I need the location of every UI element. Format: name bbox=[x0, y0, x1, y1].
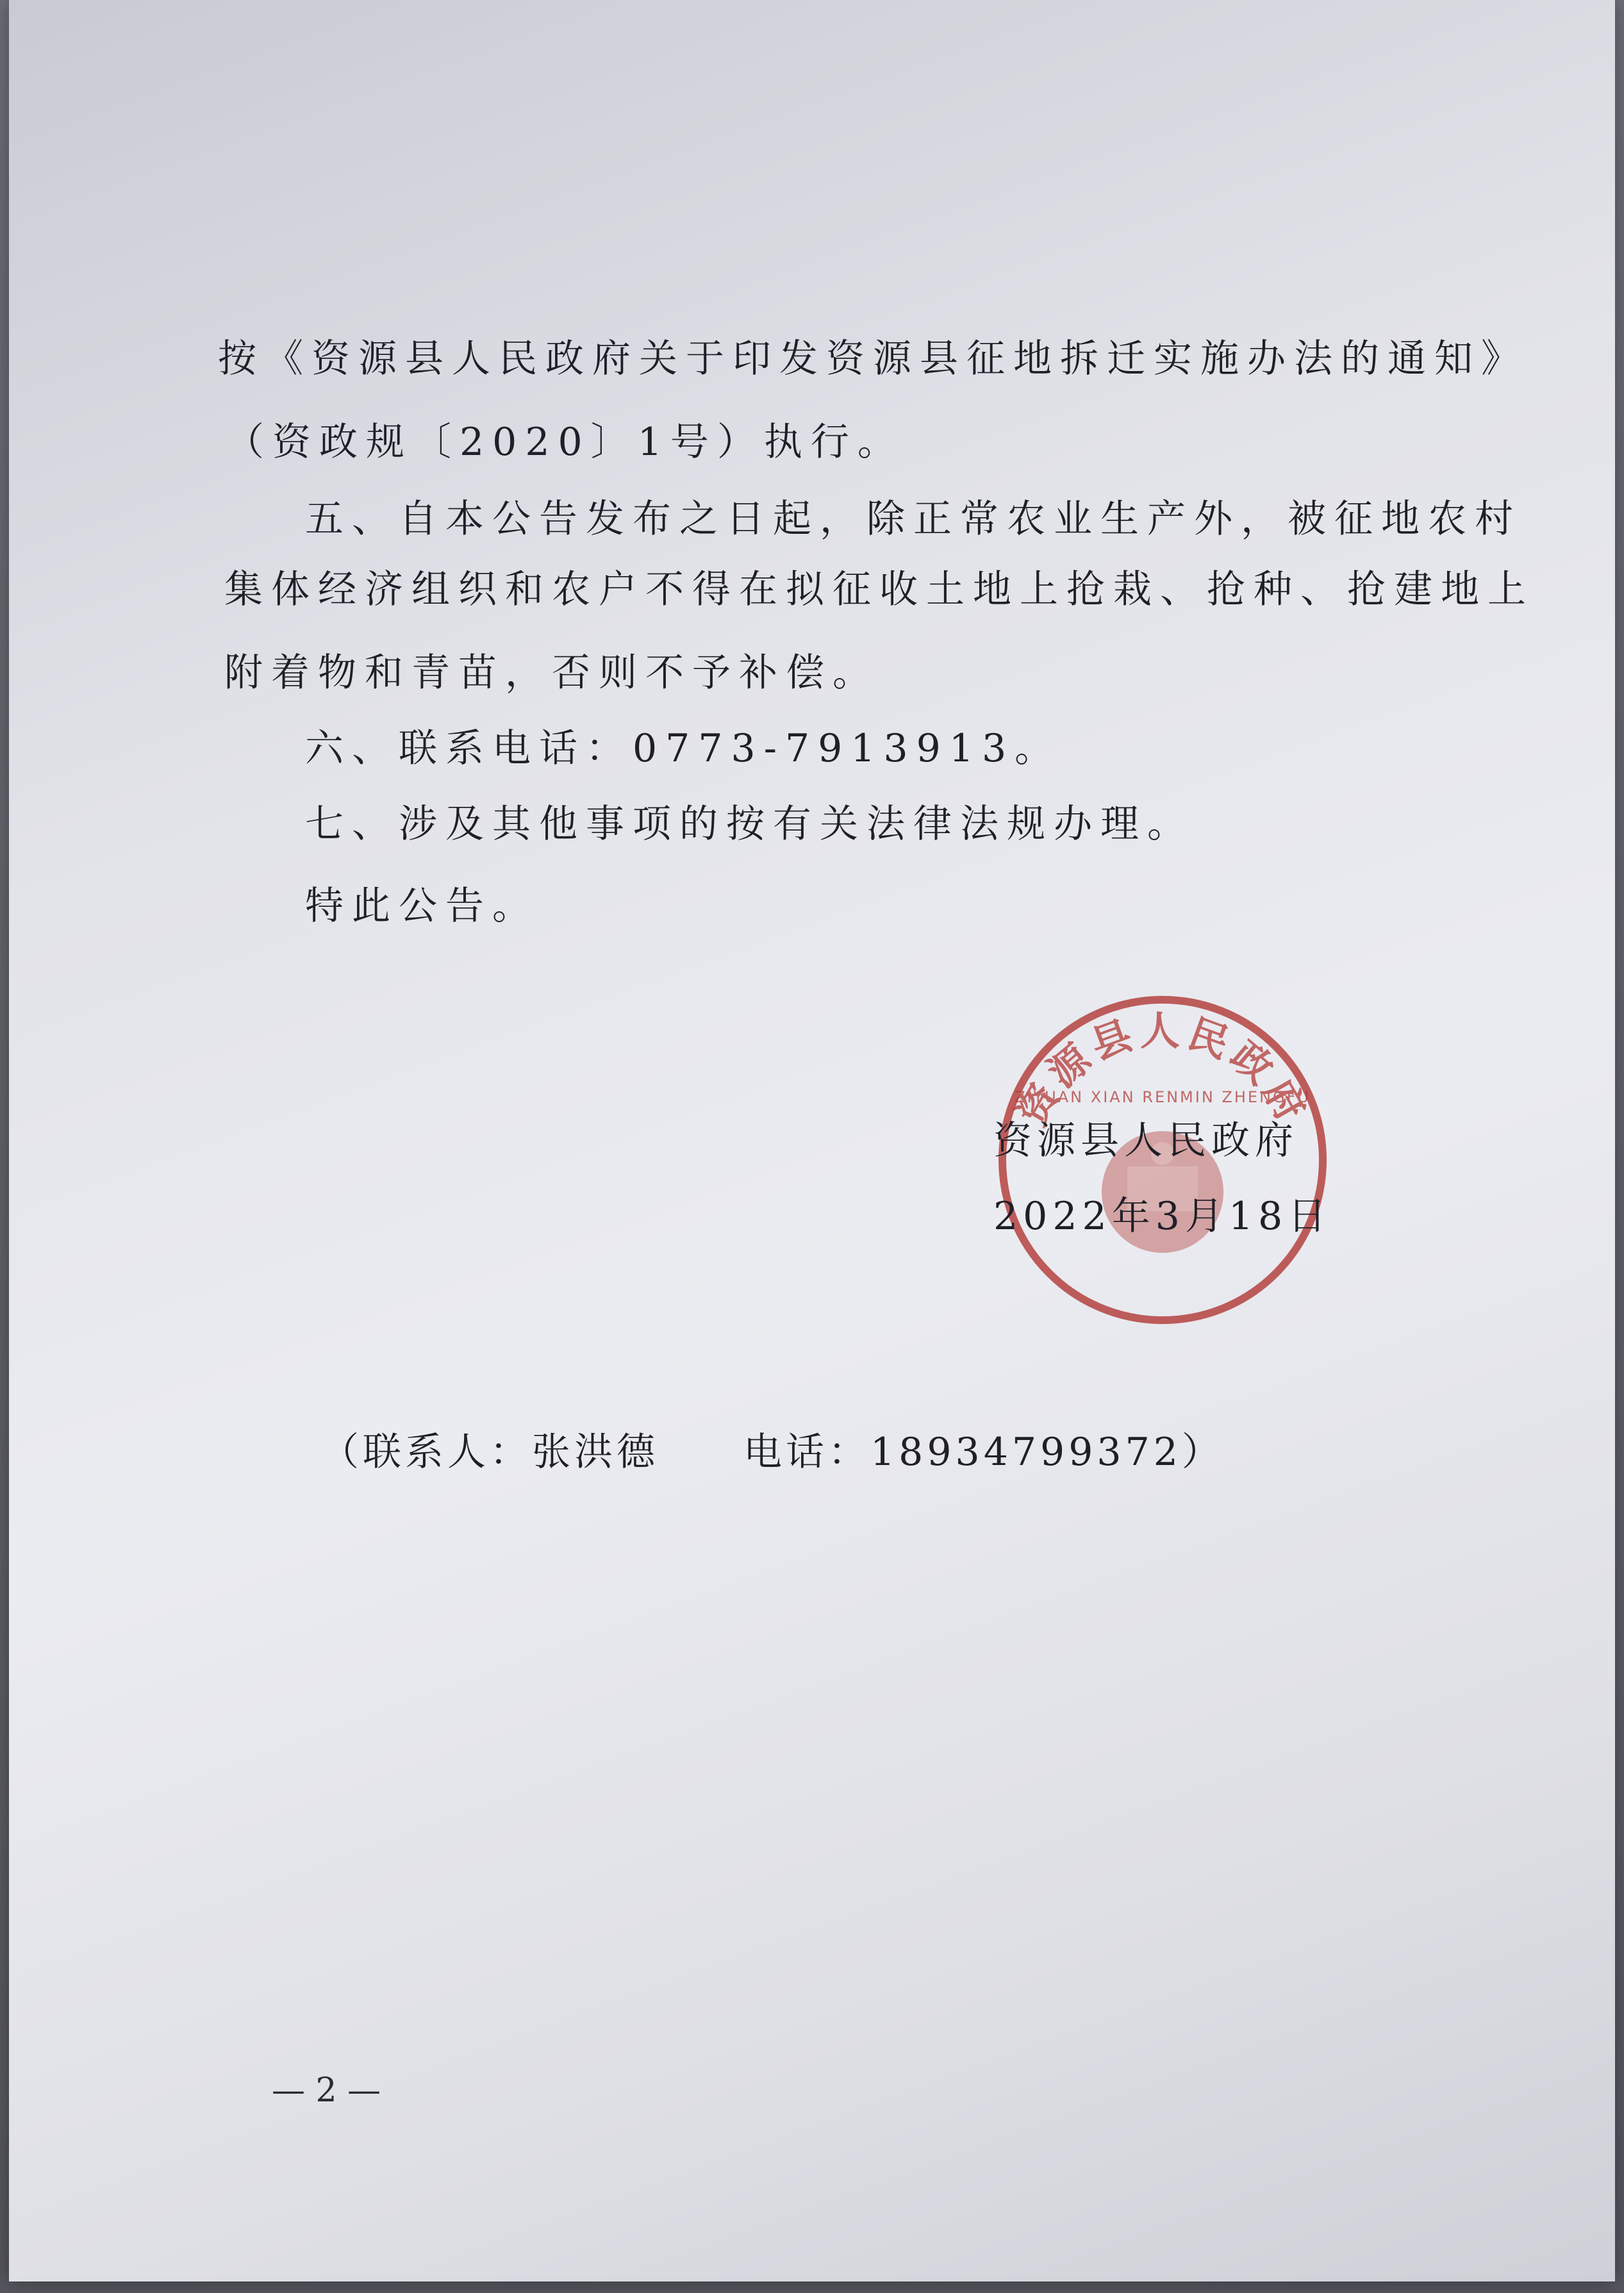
signature-date: 2022年3月18日 bbox=[993, 1194, 1332, 1239]
paragraph-line-6: 六、联系电话：0773-7913913。 bbox=[305, 726, 1062, 771]
contact-note: （联系人：张洪德 电话：18934799372） bbox=[320, 1430, 1224, 1475]
paragraph-line-2: （资政规〔2020〕1号）执行。 bbox=[226, 420, 904, 465]
document-page bbox=[9, 0, 1615, 2281]
paragraph-line-3: 五、自本公告发布之日起，除正常农业生产外，被征地农村 bbox=[305, 497, 1521, 542]
page-number: — 2 — bbox=[272, 2071, 381, 2110]
paragraph-line-1: 按《资源县人民政府关于印发资源县征地拆迁实施办法的通知》 bbox=[218, 336, 1528, 381]
seal-latin-text: ZIYUAN XIAN RENMIN ZHENGFU bbox=[1015, 1088, 1311, 1106]
svg-text:资源县人民政府 bbox=[1008, 1007, 1318, 1133]
issuer-signature: 资源县人民政府 bbox=[993, 1118, 1298, 1163]
paragraph-line-7: 七、涉及其他事项的按有关法律法规办理。 bbox=[305, 802, 1194, 847]
paragraph-line-4: 集体经济组织和农户不得在拟征收土地上抢栽、抢种、抢建地上 bbox=[224, 567, 1534, 612]
seal-text: 资源县人民政府 bbox=[1007, 1007, 1318, 1134]
paragraph-line-8: 特此公告。 bbox=[305, 884, 539, 929]
paragraph-line-5: 附着物和青苗，否则不予补偿。 bbox=[224, 650, 879, 695]
